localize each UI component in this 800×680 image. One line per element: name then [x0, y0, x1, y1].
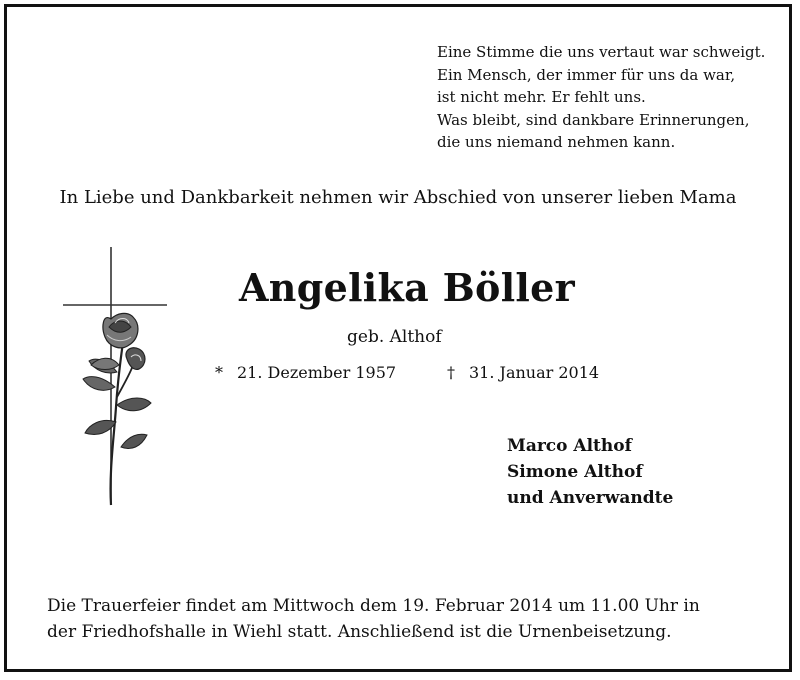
poem-line: Ein Mensch, der immer für uns da war, — [437, 65, 736, 84]
deceased-name: Angelika Böller — [239, 265, 575, 310]
obituary-notice — [4, 4, 792, 672]
birth-symbol-icon: * — [215, 363, 223, 382]
birth-date: 21. Dezember 1957 — [237, 363, 397, 382]
poem-line: die uns niemand nehmen kann. — [437, 133, 676, 152]
death-date: 31. Januar 2014 — [469, 363, 600, 382]
cross-icon — [63, 247, 167, 505]
mourners-list — [507, 433, 673, 511]
funeral-details — [47, 593, 700, 645]
memorial-poem — [437, 41, 765, 154]
poem-line: ist nicht mehr. Er fehlt uns. — [437, 88, 646, 107]
farewell-intro: In Liebe und Dankbarkeit nehmen wir Abschied von unserer lieben Mama — [59, 187, 737, 208]
funeral-line: Die Trauerfeier findet am Mittwoch dem 19. Februar 2014 um 11.00 Uhr in — [47, 596, 700, 616]
mourner-name: Marco Althof — [507, 436, 632, 456]
poem-line: Was bleibt, sind dankbare Erinnerungen, — [437, 110, 750, 129]
mourner-name: Simone Althof — [507, 462, 643, 482]
birth-date-line — [215, 363, 396, 382]
funeral-line: der Friedhofshalle in Wiehl statt. Anschließend ist die Urnenbeisetzung. — [47, 622, 672, 642]
death-symbol-icon: † — [447, 363, 455, 382]
rose-icon — [83, 313, 151, 505]
death-date-line — [447, 363, 599, 382]
poem-line: Eine Stimme die uns vertaut war schweigt. — [437, 43, 766, 61]
cross-rose-emblem — [59, 247, 169, 512]
mourner-name: und Anverwandte — [507, 488, 674, 508]
birth-name: geb. Althof — [347, 327, 442, 347]
